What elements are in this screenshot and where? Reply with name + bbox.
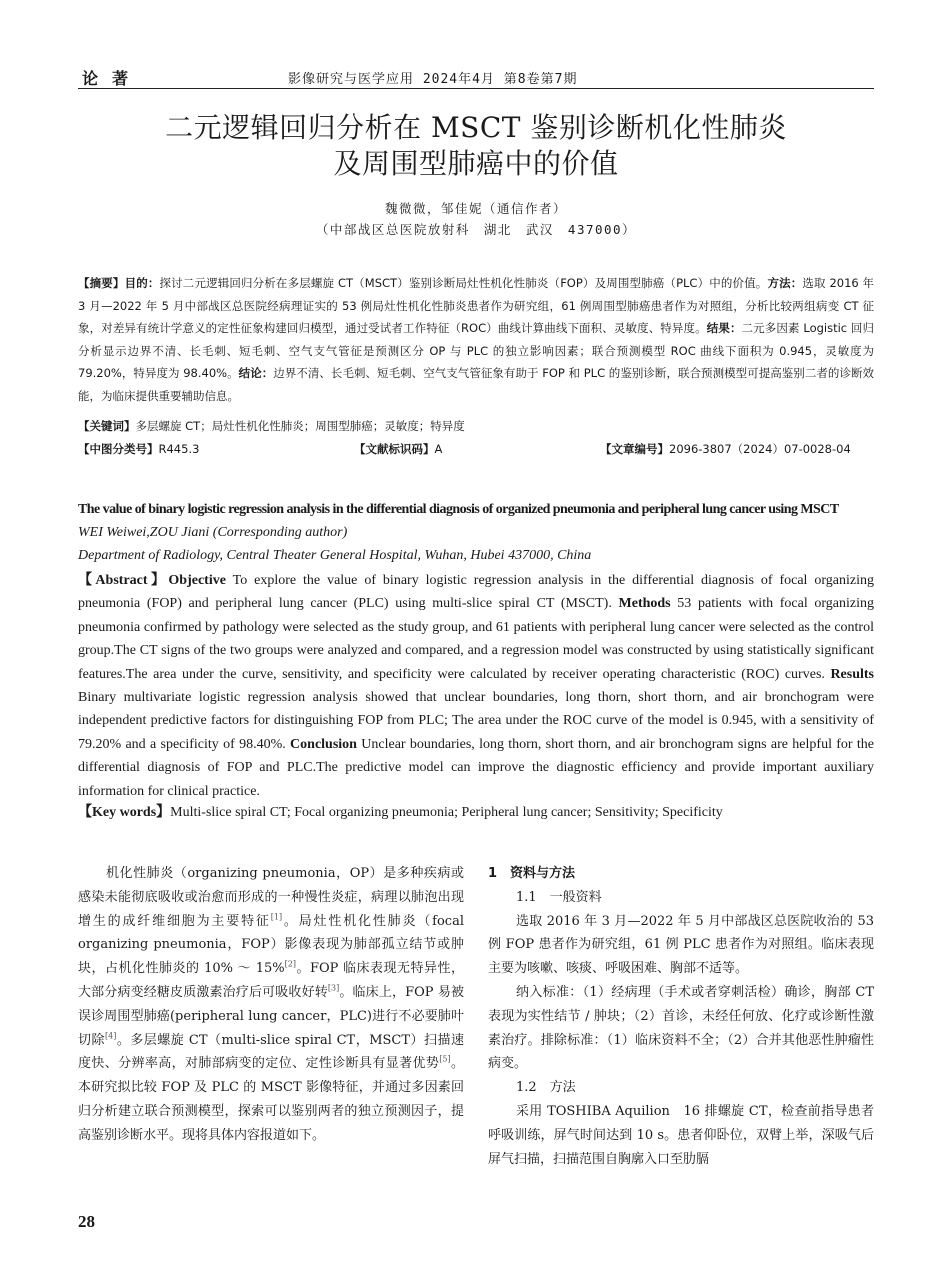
body-right-column [488, 862, 874, 1171]
article-number [600, 441, 851, 457]
english-keywords [78, 802, 874, 824]
english-title: The value of binary logistic regression analysis in the differential diagnosis of organized pneumonia and peripheral lung cancer using MSCT [78, 502, 839, 517]
clc-number [78, 441, 199, 457]
article-label: 【文章编号】 [600, 442, 669, 456]
intro-paragraph [78, 862, 464, 1148]
page-number: 28 [78, 1212, 95, 1231]
en-keywords-text: Multi-slice spiral CT; Focal organizing pneumonia; Peripheral lung cancer; Sensitivity; Specificity [170, 805, 723, 820]
doc-label: 【文献标识码】 [354, 442, 435, 456]
section-label: 论著 [82, 69, 143, 88]
methods-text: 选取 2016 年 3 月—2022 年 5 月中部战区总医院经病理证实的 53 例局灶性机化性肺炎患者作为研究组，61 例周围型肺癌患者作为对照组，分析比较两组病变 CT 征象，对差异有统计学意义的定性征象构建回归模型，通过受试者工作特征（ROC）曲线计算曲线下面积、灵敏度、特异度。 [78, 276, 875, 336]
english-authors: WEI Weiwei,ZOU Jiani (Corresponding author) [78, 525, 348, 540]
body-paragraph: 纳入标准：（1）经病理（手术或者穿刺活检）确诊，胸部 CT 表现为实性结节 / 肿块；（2）首诊，未经任何放、化疗或诊断性激素治疗。排除标准：（1）临床资料不全；（2）合并其他恶性肿瘤性病变。 [488, 984, 874, 1072]
citation: [5] [439, 1055, 451, 1065]
body-text: 。FOP 临床表现无特异性，大部分病变经糖皮质激素治疗后可吸收好转 [78, 961, 464, 1000]
body-text: 。临床上，FOP 易被误诊周围型肺癌(peripheral lung cancer，PLC)进行不必要肺叶切除 [78, 984, 464, 1048]
body-text: 。局灶性机化性肺炎（focal organizing pneumonia，FOP）影像表现为肺部孤立结节或肿块，占机化性肺炎的 10% ～ 15% [78, 913, 464, 977]
body-paragraph: 采用 TOSHIBA Aquilion 16 排螺旋 CT，检查前指导患者呼吸训练，屏气时间达到 10 s。患者仰卧位，双臂上举，深吸气后屏气扫描，扫描范围自胸廓入口至肋膈 [488, 1103, 874, 1167]
subsection-heading: 1.2 方法 [516, 1080, 576, 1096]
article-value: 2096-3807（2024）07-0028-04 [669, 442, 851, 456]
en-abstract-label: 【Abstract】 [78, 573, 169, 588]
article-title-line-2: 及周围型肺癌中的价值 [333, 147, 619, 180]
body-text: 。多层螺旋 CT（multi-slice spiral CT，MSCT）扫描速度快、分辨率高，对肺部病变的定位、定性诊断具有显著优势 [78, 1032, 464, 1072]
citation: [4] [104, 1031, 117, 1041]
en-keywords-label: 【Key words】 [78, 805, 171, 820]
en-methods-label: Methods [618, 596, 671, 612]
results-text: 二元多因素 Logistic 回归分析显示边界不清、长毛刺、短毛刺、空气支气管征是预测区分 OP 与 PLC 的独立影响因素；联合预测模型 ROC 曲线下面积为 0.945，灵敏度为 79.20%，特异度为 98.40%。 [78, 321, 874, 381]
objective-text: 探讨二元逻辑回归分析在多层螺旋 CT（MSCT）鉴别诊断局灶性机化性肺炎（FOP）及周围型肺癌（PLC）中的价值。 [159, 276, 768, 290]
clc-label: 【中图分类号】 [78, 442, 159, 456]
english-abstract [78, 569, 874, 803]
en-methods-text: 53 patients with focal organizing pneumonia confirmed by pathology were selected as the study group, and 61 patients with peripheral lung cancer were selected as the control group.The CT signs of the two groups were analyzed and compared, and a regression model was constructed by using statistically significant features.The area under the curve, sensitivity, and specificity were calculated by receiver operating characteristic (ROC) curves. [78, 596, 875, 682]
body-text: 。本研究拟比较 FOP 及 PLC 的 MSCT 影像特征，并通过多因素回归分析建立联合预测模型，探索可以鉴别两者的独立预测因子，提高鉴别诊断水平。现将具体内容报道如下。 [78, 1056, 464, 1143]
affiliation: （中部战区总医院放射科 湖北 武汉 437000） [315, 222, 637, 237]
keywords-text: 多层螺旋 CT；局灶性机化性肺炎；周围型肺癌；灵敏度；特异度 [135, 419, 465, 433]
header-divider [78, 88, 874, 89]
body-text: 机化性肺炎（organizing pneumonia，OP）是多种疾病或感染未能彻底吸收或治愈而形成的一种慢性炎症，病理以肺泡出现增生的成纤维细胞为主要特征 [78, 866, 464, 929]
en-objective-text: To explore the value of binary logistic regression analysis in the differential diagnosis of focal organizing pneumonia (FOP) and peripheral lung cancer (PLC) using multi-slice spiral CT (MSCT). [78, 573, 874, 612]
article-title-line-1: 二元逻辑回归分析在 MSCT 鉴别诊断机化性肺炎 [165, 111, 787, 144]
doc-value: A [434, 442, 443, 456]
results-label: 结果： [706, 321, 742, 336]
section-heading: 1 资料与方法 [488, 866, 576, 881]
objective-label: 目的： [124, 276, 160, 290]
english-affiliation: Department of Radiology, Central Theater General Hospital, Wuhan, Hubei 437000, China [78, 548, 592, 563]
en-objective-label: Objective [168, 573, 226, 588]
document-code [354, 441, 442, 457]
methods-label: 方法： [767, 276, 803, 290]
subsection-heading: 1.1 一般资料 [516, 889, 602, 905]
conclusion-label: 结论： [238, 366, 274, 381]
keywords-label: 【关键词】 [78, 419, 136, 433]
journal-info: 影像研究与医学应用 2024年4月 第8卷第7期 [288, 72, 578, 87]
authors: 魏微微，邹佳妮（通信作者） [384, 201, 567, 216]
en-results-text: Binary multivariate logistic regression analysis showed that unclear boundaries, long thorn, short thorn, and air bronchogram were independent predictive factors for distinguishing FOP from PLC; The area under the ROC curve of the model is 0.945, with a sensitivity of 79.20% and a specificity of 98.40%. [78, 690, 874, 752]
chinese-keywords [78, 416, 874, 436]
abstract-label: 【摘要】 [78, 276, 125, 290]
article-metadata [78, 441, 874, 461]
conclusion-text: 边界不清、长毛刺、短毛刺、空气支气管征象有助于 FOP 和 PLC 的鉴别诊断，联合预测模型可提高鉴别二者的诊断效能，为临床提供重要辅助信息。 [78, 366, 875, 403]
en-results-label: Results [830, 666, 874, 682]
chinese-abstract [78, 272, 874, 408]
citation: [1] [270, 912, 283, 922]
running-header [78, 66, 874, 90]
en-conclusion-label: Conclusion [290, 736, 357, 752]
en-conclusion-text: Unclear boundaries, long thorn, short thorn, and air bronchogram signs are helpful for the differential diagnosis of FOP and PLC.The predictive model can improve the diagnostic efficiency and provide important auxiliary information for clinical practice. [78, 736, 874, 799]
clc-value: R445.3 [158, 442, 200, 456]
citation: [3] [327, 983, 340, 993]
body-left-column [78, 862, 464, 1148]
citation: [2] [284, 959, 296, 969]
body-paragraph: 选取 2016 年 3 月—2022 年 5 月中部战区总医院收治的 53 例 FOP 患者作为研究组，61 例 PLC 患者作为对照组。临床表现主要为咳嗽、咳痰、呼吸困难、胸部不适等。 [488, 913, 874, 977]
